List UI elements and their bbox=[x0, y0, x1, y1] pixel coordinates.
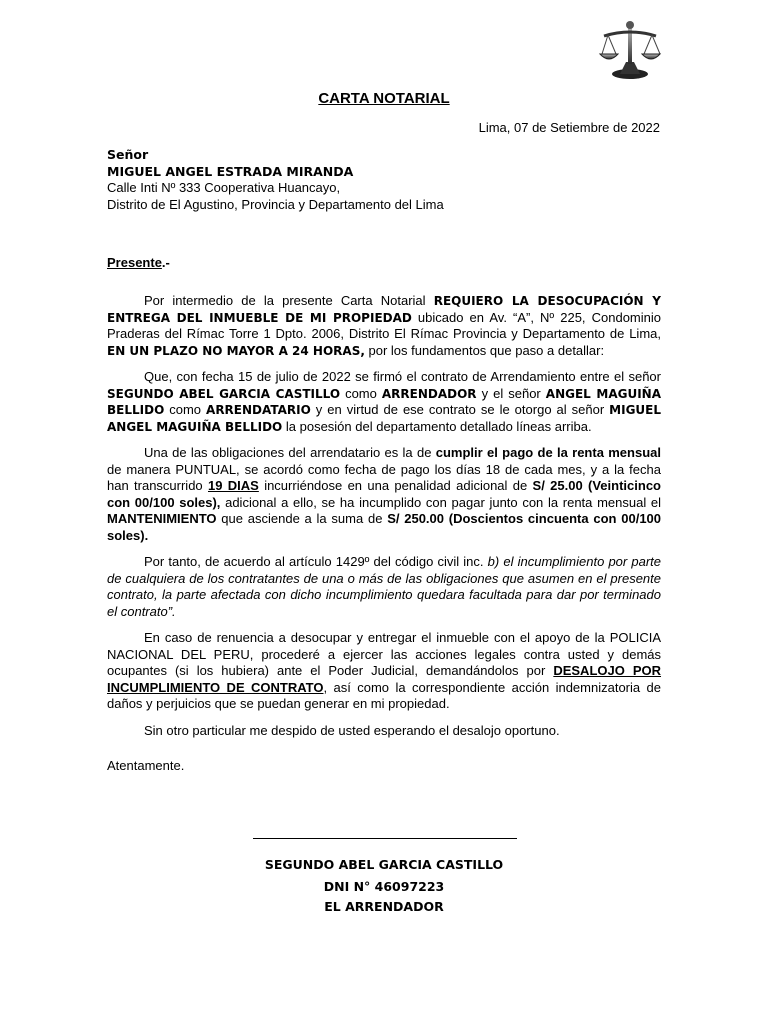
greeting-word: Presente bbox=[107, 255, 162, 270]
text: la posesión del departamento detallado líneas arriba. bbox=[282, 418, 592, 434]
text: ubicado en Av. “A”, Nº 225, Condominio Praderas del Rímac Torre 1 Dpto. 2006, Distrito El Rímac Provincia y Departamento de Lima, bbox=[107, 309, 661, 341]
bold-text: ANGEL MAGUIÑA BELLIDO bbox=[107, 386, 662, 417]
bold-text: ARRENDATARIO bbox=[206, 403, 311, 417]
paragraph-2 bbox=[107, 369, 661, 435]
text: incurriéndose en una penalidad adicional de bbox=[258, 478, 533, 493]
salutation: Señor bbox=[107, 147, 149, 162]
bold-text: S/ 25.00 (Veinticinco con 00/100 soles), bbox=[107, 478, 661, 510]
recipient-address-line-2: Distrito de El Agustino, Provincia y Departamento del Lima bbox=[107, 196, 444, 212]
text: como bbox=[164, 402, 207, 417]
bold-text: ARRENDADOR bbox=[381, 386, 477, 401]
italic-text: b) el incumplimiento por parte de cualquiera de los contratantes de una o más de las obligaciones que asumen en el presente contrato, la parte afectada con dicho incumplimiento quedara facultada para dar por terminado el contrato”. bbox=[107, 554, 661, 619]
recipient-block bbox=[107, 147, 444, 213]
bold-text: SEGUNDO ABEL GARCIA CASTILLO bbox=[107, 386, 341, 401]
text: y el señor bbox=[476, 385, 546, 401]
paragraph-6 bbox=[107, 723, 661, 740]
text: , así como la correspondiente acción indemnizatoria de daños y perjuicios que se puedan generar en mi propiedad. bbox=[107, 679, 661, 711]
bold-text: REQUIERO LA DESOCUPACIÓN Y ENTREGA DEL INMUEBLE DE MI PROPIEDAD bbox=[107, 294, 661, 325]
paragraph-1 bbox=[107, 293, 661, 359]
bold-text: S/ 250.00 (Doscientos cincuenta con 00/100 soles). bbox=[107, 511, 662, 543]
text: que asciende a la suma de bbox=[216, 511, 388, 526]
text: Por tanto, de acuerdo al artículo 1429º del código civil inc. bbox=[144, 554, 488, 569]
text: como bbox=[340, 385, 382, 401]
recipient-address-line-1: Calle Inti Nº 333 Cooperativa Huancayo, bbox=[107, 180, 341, 195]
letter-body bbox=[107, 293, 661, 749]
text: Por intermedio de la presente Carta Notarial bbox=[144, 293, 434, 308]
text: de manera PUNTUAL, se acordó como fecha de pago los días 18 de cada mes, y a la fecha han transcurrido bbox=[107, 461, 661, 493]
bold-text: EN UN PLAZO NO MAYOR A 24 HORAS, bbox=[107, 343, 365, 358]
text: Sin otro particular me despido de usted esperando el desalojo oportuno. bbox=[144, 722, 560, 738]
signer-role: EL ARRENDADOR bbox=[324, 899, 444, 914]
bold-text: cumplir el pago de la renta mensual bbox=[435, 445, 661, 460]
greeting bbox=[107, 255, 170, 270]
document-title: CARTA NOTARIAL bbox=[318, 90, 450, 107]
bold-text: MANTENIMIENTO bbox=[107, 511, 217, 526]
paragraph-5 bbox=[107, 630, 661, 713]
recipient-name: MIGUEL ANGEL ESTRADA MIRANDA bbox=[107, 163, 354, 179]
text: y en virtud de ese contrato se le otorgo al señor bbox=[310, 402, 610, 417]
scales-of-justice-icon bbox=[598, 18, 662, 80]
underlined-bold-text: DESALOJO POR INCUMPLIMIENTO DE CONTRATO bbox=[107, 663, 662, 695]
signer-dni: DNI N° 46097223 bbox=[323, 879, 445, 894]
text: por los fundamentos que paso a detallar: bbox=[364, 342, 605, 358]
bold-text: MIGUEL ANGEL MAGUIÑA BELLIDO bbox=[107, 403, 661, 434]
paragraph-3 bbox=[107, 445, 661, 544]
text: Una de las obligaciones del arrendatario es la de bbox=[144, 445, 436, 460]
paragraph-4 bbox=[107, 554, 661, 620]
closing: Atentamente. bbox=[107, 758, 185, 773]
text: En caso de renuencia a desocupar y entregar el inmueble con el apoyo de la POLICIA NACIONAL DEL PERU, procederé a ejercer las acciones legales contra usted y demás ocupantes (si los hubiera) ante el Poder Judicial, demandándolos por bbox=[107, 630, 661, 678]
text: adicional a ello, se ha incumplido con pagar junto con la renta mensual el bbox=[220, 494, 662, 510]
greeting-suffix: .- bbox=[161, 255, 170, 270]
text: Que, con fecha 15 de julio de 2022 se firmó el contrato de Arrendamiento entre el señor bbox=[144, 369, 661, 384]
signature-line bbox=[253, 838, 517, 839]
signer-name: SEGUNDO ABEL GARCIA CASTILLO bbox=[264, 857, 504, 872]
letter-date: Lima, 07 de Setiembre de 2022 bbox=[478, 120, 660, 135]
underlined-bold-text: 19 DIAS bbox=[208, 478, 259, 493]
